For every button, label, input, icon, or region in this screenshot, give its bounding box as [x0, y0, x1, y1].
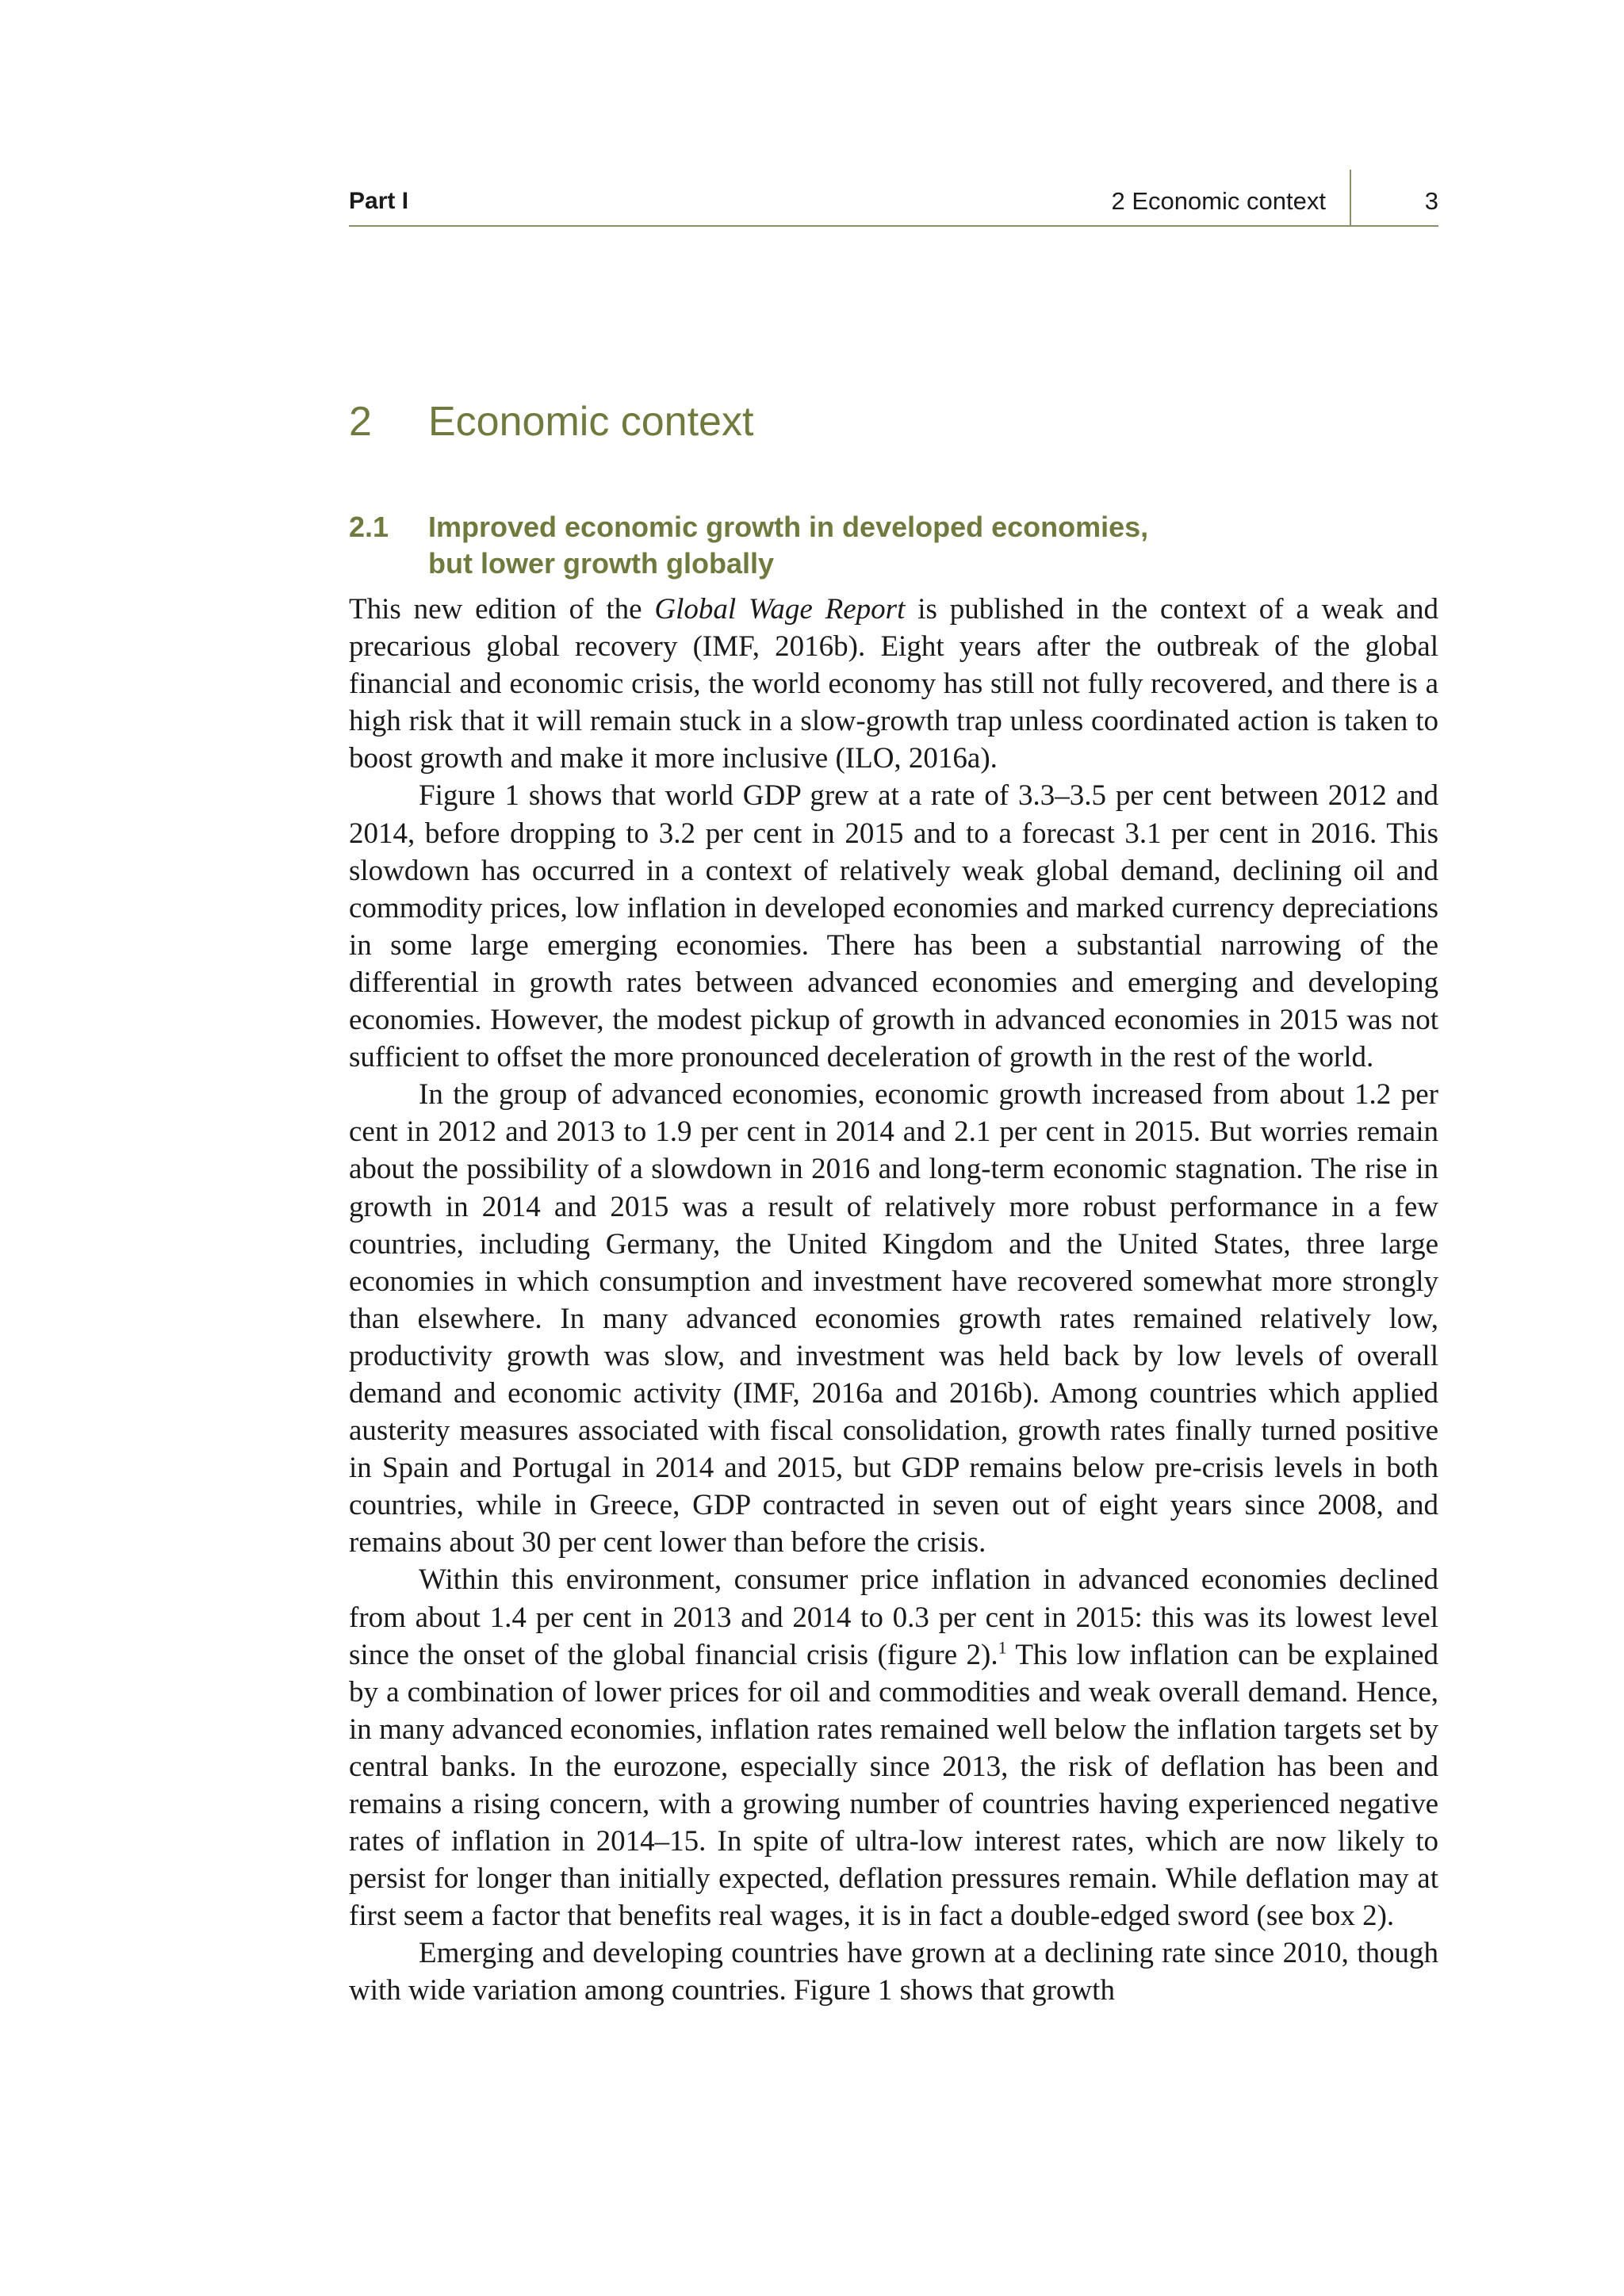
section-title-line-1: Improved economic growth in developed economies, — [428, 511, 1149, 543]
paragraph-4-start: Within this environment, consumer price inflation in advanced economies declined from about 1.4 per cent in 2013 and 2014 to 0.3 per cent in 2015: this was its lowest level since the onset of the global financial crisis (figure 2). — [349, 1563, 1438, 1671]
running-header — [349, 176, 1438, 227]
footnote-ref-1: 1 — [998, 1637, 1007, 1658]
paragraph-1 — [349, 591, 1438, 777]
paragraph-3: In the group of advanced economies, economic growth increased from about 1.2 per cent in 2012 and 2013 to 1.9 per cent in 2014 and 2.1 per cent in 2015. But worries remain about the possibility of a slowdown in 2016 and long-term economic stagnation. The rise in growth in 2014 and 2015 was a result of relatively more robust performance in a few countries, including Germany, the United Kingdom and the United States, three large economies in which consumption and investment have recovered somewhat more strongly than elsewhere. In many advanced economies growth rates remained relatively low, productivity growth was slow, and investment was held back by low levels of overall demand and economic activity (IMF, 2016a and 2016b). Among countries which applied austerity measures associated with fiscal consolidation, growth rates finally turned positive in Spain and Portugal in 2014 and 2015, but GDP remains below pre-crisis levels in both countries, while in Greece, GDP contracted in seven out of eight years since 2008, and remains about 30 per cent lower than before the crisis. — [349, 1078, 1438, 1559]
chapter-title-text: Economic context — [428, 399, 754, 445]
section-title — [428, 509, 1300, 582]
header-divider — [1350, 170, 1351, 225]
paragraph-4-rest: This low inflation can be explained by a combination of lower prices for oil and commodities and weak overall demand. Hence, in many advanced economies, inflation rates remained well below the inflation targets set by central banks. In the eurozone, especially since 2013, the risk of deflation has been and remains a rising concern, with a growing number of countries having experienced negative rates of inflation in 2014–15. In spite of ultra-low interest rates, which are now likely to persist for longer than initially expected, deflation pressures remain. While deflation may at first seem a factor that benefits real wages, it is in fact a double-edged sword (see box 2). — [349, 1638, 1438, 1933]
paragraph-2: Figure 1 shows that world GDP grew at a rate of 3.3–3.5 per cent between 2012 and 2014, before dropping to 3.2 per cent in 2015 and to a forecast 3.1 per cent in 2016. This slowdown has occurred in a context of relatively weak global demand, declining oil and commodity prices, low inflation in developed economies and marked currency depreciations in some large emerging economies. There has been a substantial narrowing of the differential in growth rates between advanced economies and emerging and developing economies. However, the modest pickup of growth in advanced economies in 2015 was not sufficient to offset the more pronounced deceleration of growth in the rest of the world. — [349, 779, 1438, 1074]
header-chapter-label: 2 Economic context — [1111, 187, 1326, 215]
chapter-number: 2 — [349, 399, 372, 445]
section-title-line-2: but lower growth globally — [428, 547, 774, 580]
paragraph-1-rest: is published in the context of a weak and precarious global recovery (IMF, 2016b). Eight years after the outbreak of the global financial and economic crisis, the world economy has still not fully recovered, and there is a high risk that it will remain stuck in a slow-growth trap unless coordinated action is taken to boost growth and make it more inclusive (ILO, 2016a). — [349, 593, 1438, 775]
chapter-title — [349, 396, 753, 447]
paragraph-4 — [349, 1561, 1438, 1934]
section-number: 2.1 — [349, 511, 389, 543]
report-title-italic: Global Wage Report — [654, 593, 906, 626]
header-part-label: Part I — [349, 188, 409, 214]
body-text — [349, 591, 1438, 2010]
paragraph-1-start: This new edition of the — [349, 593, 655, 626]
page-number: 3 — [1424, 187, 1438, 215]
paragraph-5: Emerging and developing countries have grown at a declining rate since 2010, though with wide variation among countries. Figure 1 shows that growth — [349, 1937, 1438, 2007]
